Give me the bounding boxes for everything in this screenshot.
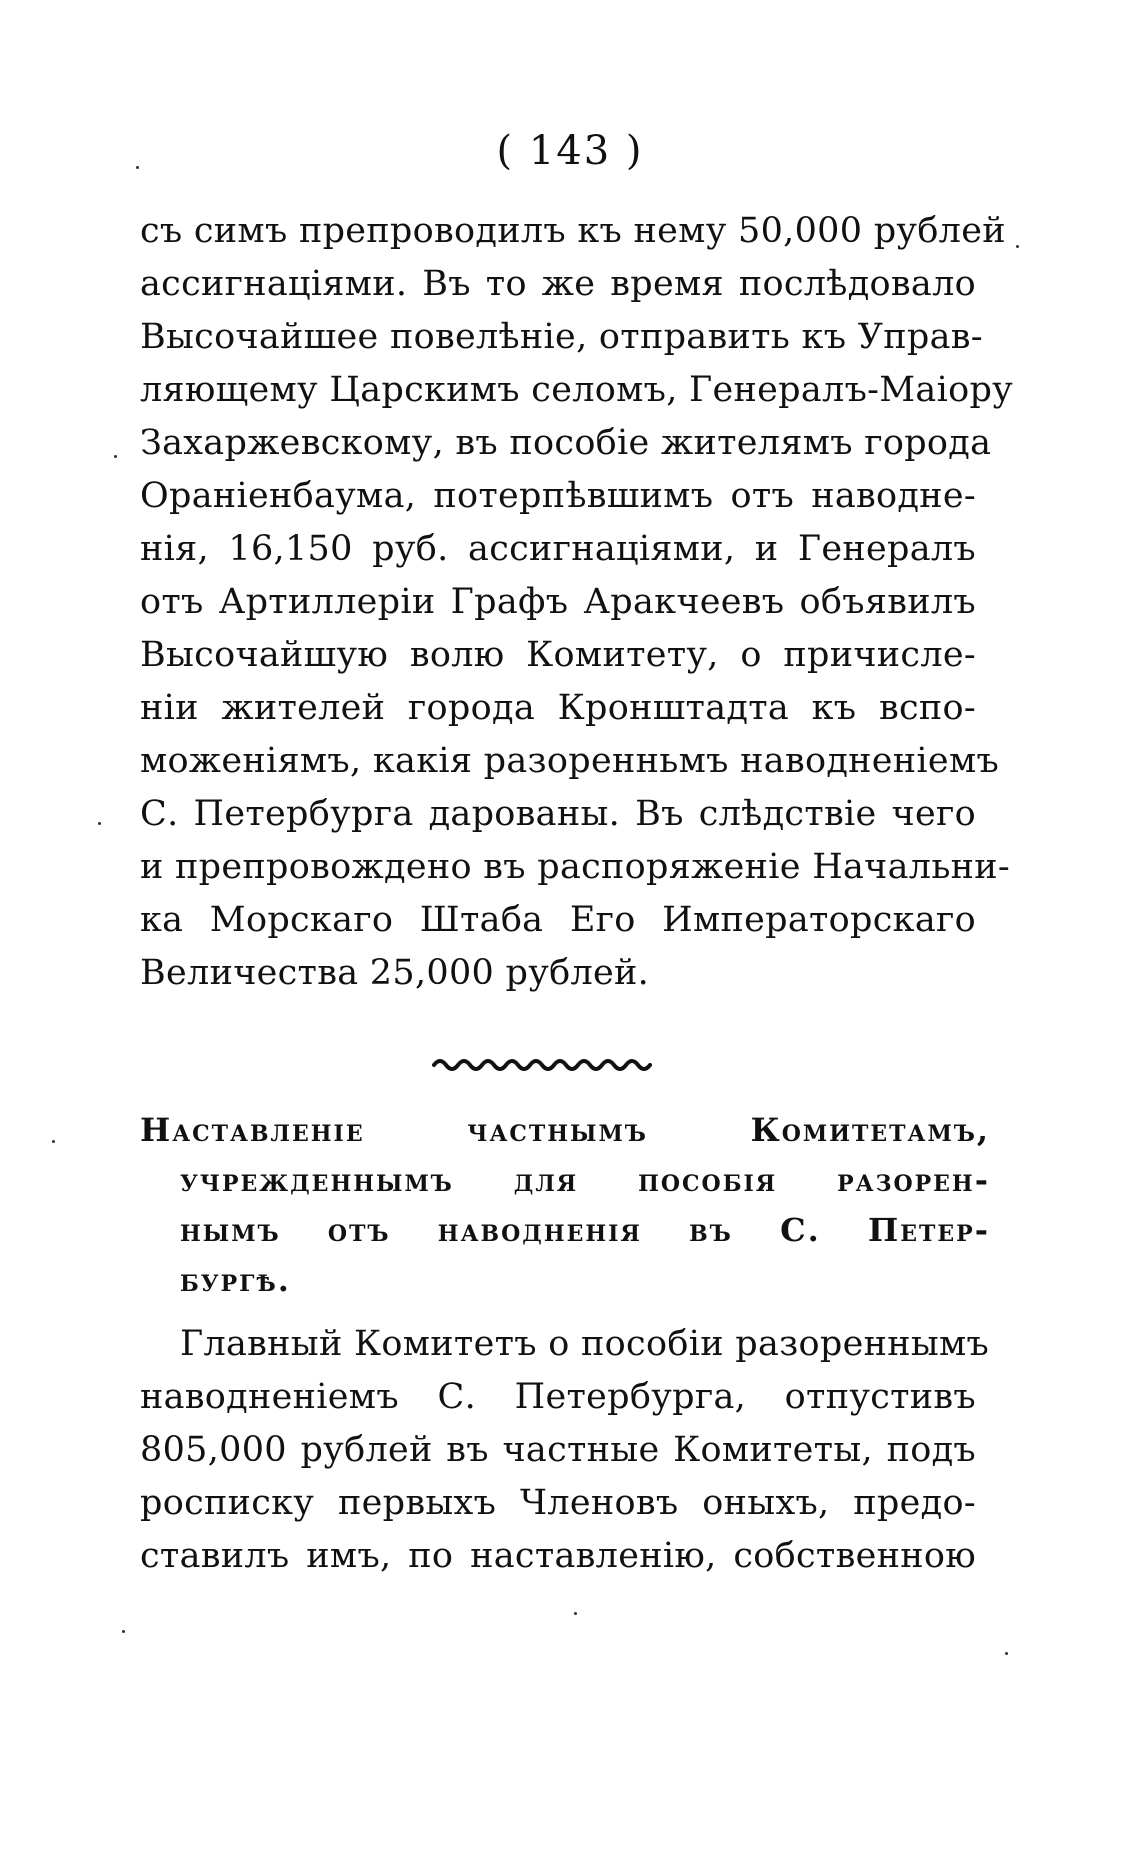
heading-line: учрежденнымъ для пособія разорен- xyxy=(180,1161,990,1199)
heading-line: нымъ отъ наводненія въ С. Петер- xyxy=(180,1211,990,1249)
text-line: ассигнаціями. Въ то же время послѣдовало xyxy=(140,264,976,304)
text-line: Ораніенбаума, потерпѣвшимъ отъ наводне- xyxy=(140,476,976,516)
scan-speck xyxy=(122,1630,125,1633)
scan-speck xyxy=(114,455,117,458)
text-line: ніи жителей города Кронштадта къ вспо- xyxy=(140,688,976,728)
page-number: ( 143 ) xyxy=(496,128,644,174)
text-line: моженіямъ, какія разоренньмъ наводненіемъ xyxy=(140,741,1000,781)
paragraph-2 xyxy=(140,1318,990,1583)
heading-line: бургѣ. xyxy=(180,1261,291,1299)
text-line: и препровождено въ распоряженіе Начальни- xyxy=(140,847,1011,887)
text-line: наводненіемъ С. Петербурга, отпустивъ xyxy=(140,1377,976,1417)
scan-speck xyxy=(574,1612,577,1615)
text-line: нія, 16,150 руб. ассигнаціями, и Генералъ xyxy=(140,529,976,569)
text-line: 805,000 рублей въ частные Комитеты, подъ xyxy=(140,1430,976,1470)
text-line: отъ Артиллеріи Графъ Аракчеевъ объявилъ xyxy=(140,582,976,622)
heading-line: Наставленіе частнымъ Комитетамъ, xyxy=(140,1111,990,1149)
text-line: ляющему Царскимъ селомъ, Генералъ-Маіору xyxy=(140,370,1014,410)
text-line: Главный Комитетъ о пособіи разореннымъ xyxy=(180,1324,990,1364)
section-heading xyxy=(140,1105,990,1305)
scan-speck xyxy=(98,822,101,825)
text-line: росписку первыхъ Членовъ оныхъ, предо- xyxy=(140,1483,976,1523)
text-line: Захаржевскому, въ пособіе жителямъ города xyxy=(140,423,992,463)
text-line: Высочайшую волю Комитету, о причисле- xyxy=(140,635,976,675)
text-line: Величества 25,000 рублей. xyxy=(140,953,650,993)
paragraph-1 xyxy=(140,205,1014,1000)
wave-divider-ornament xyxy=(430,1055,660,1075)
text-line: ка Морскаго Штаба Его Императорскаго xyxy=(140,900,976,940)
scan-speck xyxy=(1005,1652,1008,1655)
text-line: съ симъ препроводилъ къ нему 50,000 рублей xyxy=(140,211,1006,251)
text-line: С. Петербурга дарованы. Въ слѣдствіе чего xyxy=(140,794,976,834)
scan-speck xyxy=(52,1140,55,1143)
scan-speck xyxy=(136,166,139,169)
text-line: Высочайшее повелѣніе, отправить къ Управ- xyxy=(140,317,983,357)
scan-speck xyxy=(1016,245,1019,248)
text-line: ставилъ имъ, по наставленію, собственною xyxy=(140,1536,976,1576)
